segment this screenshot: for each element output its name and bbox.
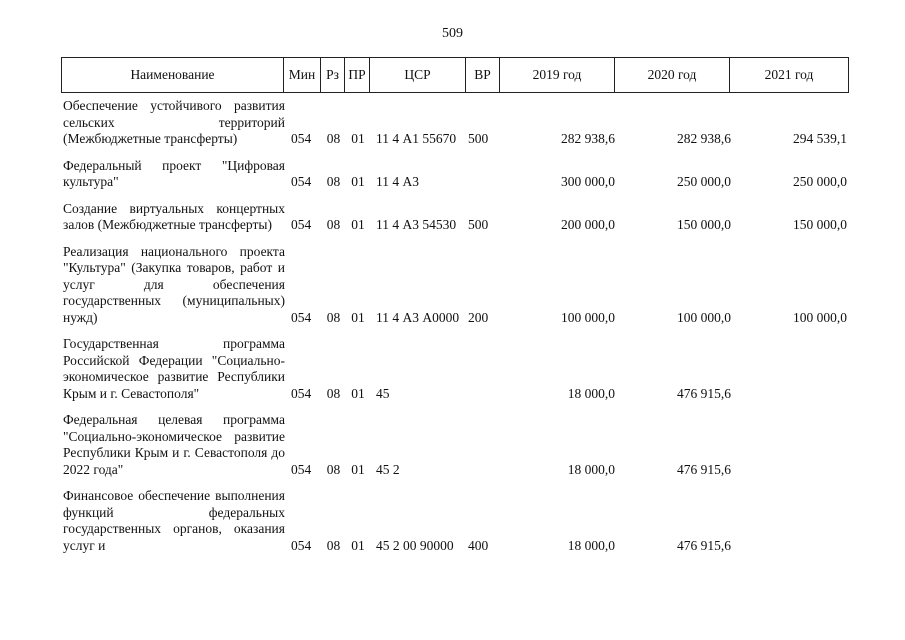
row-rz: 08	[326, 217, 341, 232]
table-body	[61, 98, 851, 554]
row-rz: 08	[326, 385, 341, 401]
row-2019: 300 000,0	[561, 174, 615, 189]
row-pr: 01	[351, 309, 365, 325]
header-min: Мин	[284, 58, 321, 92]
header-2021: 2021 год	[764, 67, 814, 82]
table-row	[61, 98, 851, 148]
row-rz: 08	[326, 174, 341, 189]
header-name: Наименование	[62, 58, 284, 92]
row-pr: 01	[351, 131, 365, 146]
row-rz: 08	[326, 461, 341, 477]
row-min: 054	[291, 537, 312, 553]
row-csr: 45	[376, 385, 390, 401]
row-csr: 11 4 А1 55670	[376, 131, 457, 146]
header-vr: ВР	[466, 58, 500, 92]
row-pr: 01	[351, 461, 365, 477]
row-2020: 100 000,0	[677, 309, 731, 325]
table-row	[61, 158, 851, 191]
row-name: Государственная программа Российской Федерации "Социально-экономическое развитие Республики Крым и г. Севастополя"	[63, 336, 285, 401]
row-rz: 08	[326, 309, 341, 325]
row-2020: 476 915,6	[677, 385, 731, 401]
row-min: 054	[291, 217, 312, 232]
header-rz: Рз	[321, 58, 345, 92]
row-min: 054	[291, 131, 312, 146]
row-2020: 250 000,0	[677, 174, 731, 189]
row-2019: 18 000,0	[567, 461, 615, 477]
row-csr: 11 4 А3 54530	[376, 217, 457, 232]
row-name: Федеральная целевая программа "Социально-экономическое развитие Республики Крым и г. Севастополя до 2022 года"	[63, 412, 285, 477]
row-2020: 150 000,0	[677, 217, 731, 232]
table-row	[61, 412, 851, 478]
row-vr: 400	[468, 537, 489, 553]
row-2020: 476 915,6	[677, 461, 731, 477]
row-2020: 476 915,6	[677, 537, 731, 553]
row-min: 054	[291, 309, 312, 325]
row-2019: 18 000,0	[567, 385, 615, 401]
row-rz: 08	[326, 537, 341, 553]
header-csr: ЦСР	[370, 58, 466, 92]
table-row	[61, 201, 851, 234]
row-min: 054	[291, 461, 312, 477]
row-vr: 200	[468, 309, 489, 325]
row-2021: 100 000,0	[793, 309, 847, 325]
row-csr: 45 2 00 90000	[376, 537, 454, 553]
row-min: 054	[291, 174, 312, 189]
row-csr: 45 2	[376, 461, 400, 477]
row-2019: 200 000,0	[561, 217, 615, 232]
table-header	[61, 57, 849, 93]
row-pr: 01	[351, 537, 365, 553]
table-row	[61, 244, 851, 327]
row-2021: 250 000,0	[793, 174, 847, 189]
table-row	[61, 336, 851, 402]
row-name: Обеспечение устойчивого развития сельских территорий (Межбюджетные трансферты)	[63, 98, 285, 146]
row-vr: 500	[468, 131, 489, 146]
page-number: 509	[442, 26, 463, 41]
row-pr: 01	[351, 174, 365, 189]
row-name: Реализация национального проекта "Культура" (Закупка товаров, работ и услуг для обеспечения государственных (муниципальных) нужд)	[63, 243, 285, 325]
row-name: Федеральный проект "Цифровая культура"	[63, 157, 285, 189]
row-2021: 294 539,1	[793, 131, 847, 146]
header-pr: ПР	[345, 58, 370, 92]
row-2019: 18 000,0	[567, 537, 615, 553]
row-2019: 282 938,6	[561, 131, 615, 146]
row-pr: 01	[351, 385, 365, 401]
row-2019: 100 000,0	[561, 309, 615, 325]
row-csr: 11 4 А3	[376, 174, 419, 189]
row-name: Создание виртуальных концертных залов (Межбюджетные трансферты)	[63, 200, 285, 232]
row-csr: 11 4 А3 А0000	[376, 309, 460, 325]
row-pr: 01	[351, 217, 365, 232]
table-row	[61, 488, 851, 554]
row-name: Финансовое обеспечение выполнения функций федеральных государственных органов, оказания услуг и	[63, 488, 285, 553]
header-2019: 2019 год	[500, 58, 615, 92]
row-2021: 150 000,0	[793, 217, 847, 232]
row-2020: 282 938,6	[677, 131, 731, 146]
row-min: 054	[291, 385, 312, 401]
header-2020: 2020 год	[615, 58, 730, 92]
row-vr: 500	[468, 217, 489, 232]
row-rz: 08	[326, 131, 341, 146]
